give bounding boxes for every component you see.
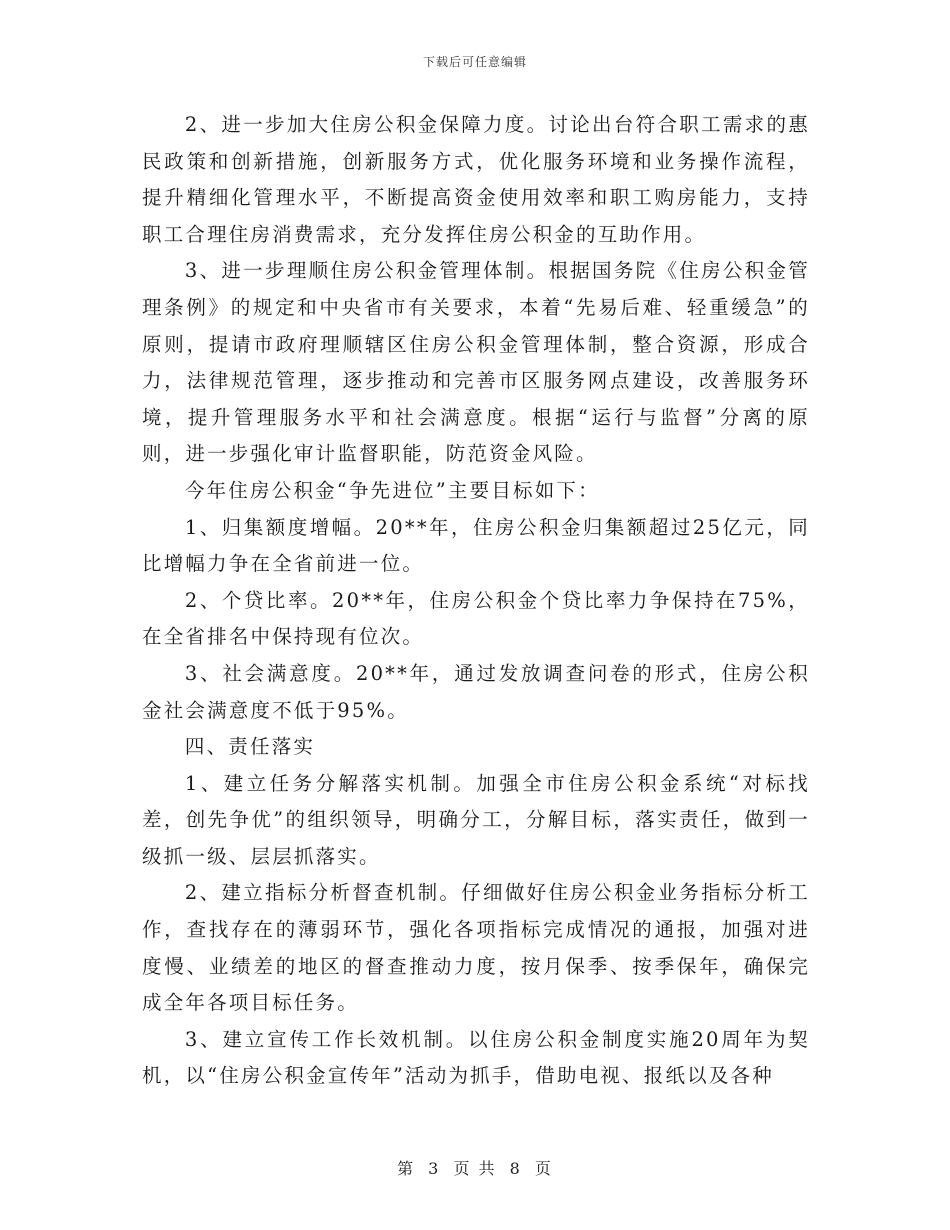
footer-middle: 页 共 [453, 1159, 497, 1178]
paragraph: 1、建立任务分解落实机制。加强全市住房公积金系统“对标找差，创先争优”的组织领导，明确分工，分解目标，落实责任，做到一级抓一级、层层抓落实。 [142, 771, 810, 868]
paragraph: 今年住房公积金“争先进位”主要目标如下： [184, 478, 600, 502]
header-note: 下载后可任意编辑 [422, 55, 527, 69]
paragraph: 3、进一步理顺住房公积金管理体制。根据国务院《住房公积金管理条例》的规定和中央省市有关要求，本着“先易后难、轻重缓急”的原则，提请市政府理顺辖区住房公积金管理体制，整合资源，形成合力，法律规范管理，逐步推动和完善市区服务网点建设，改善服务环境，提升管理服务水平和社会满意度。根据“运行与监督”分离的原则，进一步强化审计监督职能，防范资金风险。 [142, 259, 810, 466]
paragraph: 2、个贷比率。20**年，住房公积金个贷比率力争保持在75%，在全省排名中保持现有位次。 [142, 588, 810, 649]
paragraph: 1、归集额度增幅。20**年，住房公积金归集额超过25亿元，同比增幅力争在全省前进一位。 [142, 515, 810, 576]
footer-prefix: 第 [397, 1159, 416, 1178]
paragraph: 3、社会满意度。20**年，通过发放调查问卷的形式，住房公积金社会满意度不低于95%。 [142, 661, 810, 722]
page-footer [0, 1156, 950, 1179]
section-heading: 四、责任落实 [184, 735, 316, 759]
document-body [142, 107, 810, 1095]
page-number: 3 [428, 1159, 441, 1178]
total-pages: 8 [509, 1159, 522, 1178]
paragraph: 3、建立宣传工作长效机制。以住房公积金制度实施20周年为契机，以“住房公积金宣传年”活动为抓手，借助电视、报纸以及各种 [142, 1027, 810, 1088]
paragraph: 2、进一步加大住房公积金保障力度。讨论出台符合职工需求的惠民政策和创新措施，创新服务方式，优化服务环境和业务操作流程，提升精细化管理水平，不断提高资金使用效率和职工购房能力，支持职工合理住房消费需求，充分发挥住房公积金的互助作用。 [142, 113, 810, 246]
footer-suffix: 页 [534, 1159, 553, 1178]
paragraph: 2、建立指标分析督查机制。仔细做好住房公积金业务指标分析工作，查找存在的薄弱环节，强化各项指标完成情况的通报，加强对进度慢、业绩差的地区的督查推动力度，按月保季、按季保年，确保完成全年各项目标任务。 [142, 881, 810, 1015]
